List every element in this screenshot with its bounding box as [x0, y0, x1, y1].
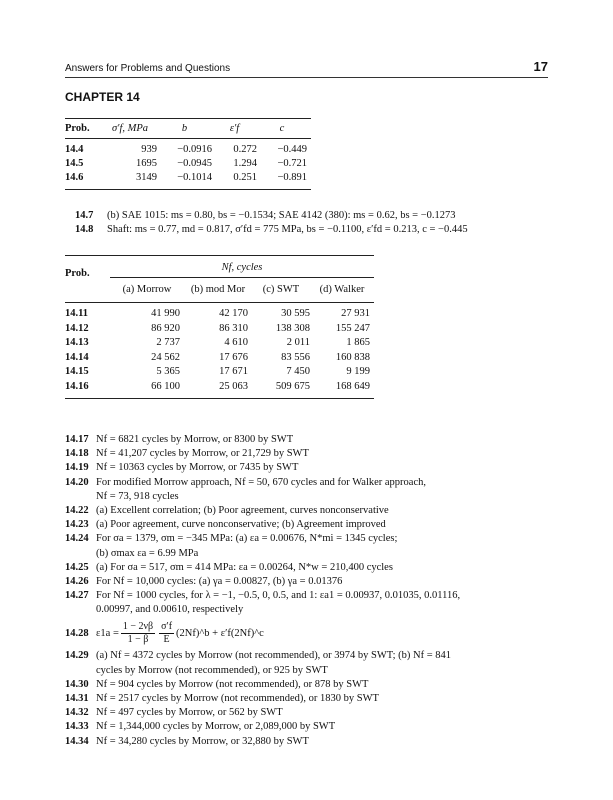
problem-number: 14.19 [65, 462, 89, 474]
table-cell: 1.294 [233, 158, 257, 169]
table-row [65, 157, 311, 171]
fraction-denominator: 1 − β [127, 633, 149, 645]
answer-item [75, 209, 555, 223]
table-cell: 14.15 [65, 366, 89, 377]
answer-continuation: 0.00997, and 0.00610, respectively [96, 604, 244, 616]
table-cell: 2 011 [286, 337, 310, 348]
problem-number: 14.32 [65, 707, 89, 719]
table-cell: −0.0916 [177, 144, 212, 155]
table-cell: 155 247 [335, 322, 370, 334]
table-cell: 4 610 [224, 337, 248, 348]
table-cell: 14.5 [65, 158, 84, 169]
problem-number: 14.18 [65, 448, 89, 460]
problem-number: 14.20 [65, 476, 89, 488]
answer-item [65, 678, 555, 692]
table-cell: 17 676 [219, 351, 248, 363]
answer-item [65, 476, 555, 490]
answer-item [75, 223, 555, 237]
answer-item [65, 518, 555, 532]
table-cell: 2 737 [156, 337, 180, 348]
table-cell: 9 199 [346, 366, 370, 377]
page-header [65, 59, 548, 78]
answer-text: For modified Morrow approach, Nf = 50, 670 cycles and for Walker approach, [96, 476, 426, 488]
table-header-row [65, 119, 311, 139]
problem-number: 14.25 [65, 561, 89, 573]
table-cell: 14.12 [65, 322, 89, 334]
table-cell: 25 063 [219, 380, 248, 392]
column-header: c [279, 123, 285, 134]
answer-item [65, 720, 555, 734]
table-cell: 27 931 [341, 308, 370, 319]
problem-number: 14.17 [65, 434, 89, 445]
answers-14-7-14-8 [75, 209, 555, 237]
table-row [65, 336, 374, 351]
column-header: (a) Morrow [122, 284, 172, 295]
answer-text: (a) Poor agreement, curve nonconservative; (b) Agreement improved [96, 519, 386, 531]
table-cell: 14.14 [65, 351, 89, 363]
answer-text: For σa = 1379, σm = −345 MPa: (a) εa = 0.00676, N*mi = 1345 cycles; [96, 533, 398, 545]
problem-number: 14.26 [65, 575, 89, 587]
fraction [121, 621, 155, 646]
problem-number: 14.29 [65, 650, 89, 662]
table-row [65, 171, 311, 185]
column-header: ε′f [229, 123, 240, 134]
problem-number: 14.34 [65, 735, 89, 747]
table-cell: 86 310 [219, 322, 248, 334]
answer-text: For Nf = 10,000 cycles: (a) γa = 0.00827, (b) γa = 0.01376 [96, 575, 343, 587]
column-header: (b) mod Mor [190, 284, 246, 295]
table-cell: 14.13 [65, 337, 89, 348]
equation-lhs: ε1a = [96, 627, 119, 639]
answer-item [65, 461, 555, 475]
fraction-denominator: E [163, 633, 170, 645]
table-cell: 14.4 [65, 144, 84, 155]
table-cell: −0.721 [277, 158, 307, 169]
problem-number: 14.23 [65, 519, 89, 531]
material-constants-table [65, 118, 311, 190]
table-cell: −0.1014 [177, 172, 212, 183]
table-cell: 509 675 [275, 380, 310, 392]
column-header: Prob. [65, 268, 90, 279]
answer-item [65, 589, 555, 603]
table-cell: 0.251 [233, 172, 257, 183]
cycles-table [65, 255, 374, 399]
answer-text: For Nf = 1000 cycles, for λ = −1, −0.5, 0, 0.5, and 1: εa1 = 0.00937, 0.01035, 0.01116, [96, 590, 461, 602]
table-row [65, 351, 374, 366]
table-cell: 14.11 [65, 308, 89, 319]
answers-14-17-14-34 [65, 433, 555, 749]
table-cell: 160 838 [335, 351, 370, 363]
running-title: Answers for Problems and Questions [65, 63, 231, 74]
answer-text: Nf = 1,344,000 cycles by Morrow, or 2,089,000 by SWT [96, 721, 336, 733]
problem-number: 14.22 [65, 504, 89, 516]
column-header: σ′f, MPa [111, 123, 149, 134]
table-cell: 30 595 [281, 308, 310, 319]
answer-item [65, 561, 555, 575]
answer-item [65, 706, 555, 720]
answer-text: Nf = 2517 cycles by Morrow (not recommended), or 1830 by SWT [96, 693, 379, 704]
table-cell: 86 920 [151, 322, 180, 334]
column-header: b [181, 123, 188, 134]
answer-text: (a) For σa = 517, σm = 414 MPa: εa = 0.00264, N*w = 210,400 cycles [96, 561, 393, 573]
table-row [65, 307, 374, 322]
table-row [65, 365, 374, 380]
problem-number: 14.30 [65, 678, 89, 690]
answer-item [65, 575, 555, 589]
answer-text: Nf = 34,280 cycles by Morrow, or 32,880 by SWT [96, 735, 309, 747]
answer-item [65, 447, 555, 461]
answer-text: (b) SAE 1015: ms = 0.80, bs = −0.1534; SAE 4142 (380): ms = 0.62, bs = −0.1273 [107, 210, 456, 221]
table-cell: 17 671 [219, 366, 248, 377]
answer-continuation: (b) σmax εa = 6.99 MPa [96, 547, 199, 559]
answer-text: Nf = 497 cycles by Morrow, or 562 by SWT [96, 707, 283, 719]
column-header: (c) SWT [262, 284, 300, 295]
answer-continuation: cycles by Morrow (not recommended), or 925 by SWT [96, 664, 328, 676]
table-cell: −0.891 [277, 172, 307, 183]
table-cell: 1695 [136, 158, 157, 169]
answer-text: Nf = 10363 cycles by Morrow, or 7435 by SWT [96, 462, 299, 474]
equation-rhs: (2Nf)^b + ε′f(2Nf)^c [176, 627, 264, 639]
problem-number: 14.31 [65, 693, 89, 704]
table-cell: 138 308 [275, 322, 310, 334]
answer-text: Nf = 41,207 cycles by Morrow, or 21,729 by SWT [96, 448, 309, 460]
answer-text: (a) Excellent correlation; (b) Poor agreement, curves nonconservative [96, 504, 389, 516]
spanning-header: Nf, cycles [110, 258, 374, 278]
problem-number: 14.33 [65, 721, 89, 733]
answer-item [65, 433, 555, 447]
table-row [65, 380, 374, 395]
table-cell: 1 865 [346, 337, 370, 348]
problem-number: 14.24 [65, 533, 89, 545]
problem-number: 14.28 [65, 627, 89, 639]
answer-text: Shaft: ms = 0.77, md = 0.817, σ′fd = 775 MPa, bs = −0.1100, ε′fd = 0.213, c = −0.445 [107, 224, 468, 235]
answer-item [65, 649, 555, 663]
table-cell: −0.449 [277, 144, 307, 155]
answer-text: Nf = 904 cycles by Morrow (not recommended), or 878 by SWT [96, 678, 369, 690]
table-cell: 83 556 [281, 351, 310, 363]
table-cell: 41 990 [151, 308, 180, 319]
table-row [65, 143, 311, 157]
fraction-numerator: 1 − 2νβ [122, 620, 154, 632]
problem-number: 14.7 [75, 210, 94, 221]
problem-number: 14.27 [65, 590, 89, 602]
answer-item [65, 735, 555, 749]
answer-item [65, 532, 555, 546]
table-cell: 14.16 [65, 380, 89, 392]
table-cell: 0.272 [233, 144, 257, 155]
table-cell: 24 562 [151, 351, 180, 363]
table-cell: 42 170 [219, 308, 248, 319]
table-row [65, 322, 374, 337]
equation-14-28 [65, 617, 555, 649]
problem-number: 14.8 [75, 224, 94, 235]
table-cell: 5 365 [156, 366, 180, 377]
table-cell: 7 450 [286, 366, 310, 377]
table-cell: 3149 [136, 172, 157, 183]
fraction [159, 621, 174, 646]
table-cell: 14.6 [65, 172, 84, 183]
column-header: (d) Walker [319, 284, 365, 295]
table-cell: −0.0945 [177, 158, 212, 169]
table-cell: 66 100 [151, 380, 180, 392]
answer-continuation: Nf = 73, 918 cycles [96, 490, 179, 502]
answer-item [65, 692, 555, 706]
table-cell: 939 [141, 144, 157, 155]
table-cell: 168 649 [335, 380, 370, 392]
table-header [65, 256, 374, 303]
column-header: Prob. [65, 123, 90, 134]
chapter-title: CHAPTER 14 [65, 90, 140, 104]
answer-text: (a) Nf = 4372 cycles by Morrow (not recommended), or 3974 by SWT; (b) Nf = 841 [96, 650, 452, 662]
fraction-numerator: σ′f [161, 620, 173, 632]
page-number: 17 [533, 59, 548, 74]
answer-item [65, 504, 555, 518]
answer-text: Nf = 6821 cycles by Morrow, or 8300 by SWT [96, 434, 294, 445]
